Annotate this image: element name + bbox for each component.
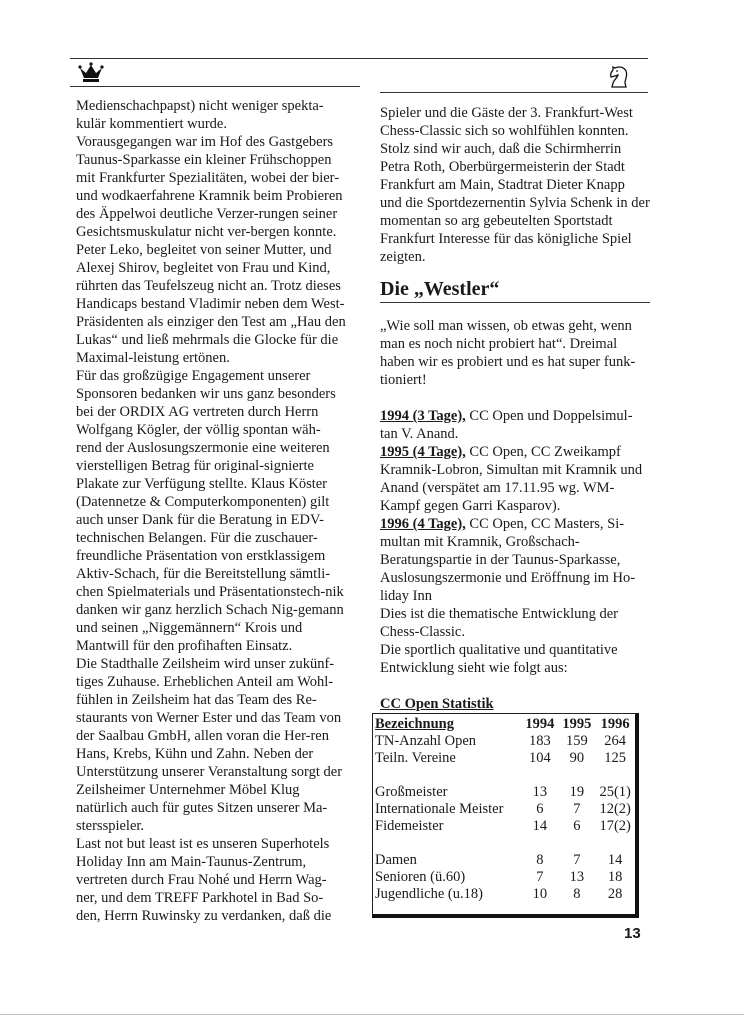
footer-rule <box>0 1014 744 1015</box>
paragraph: Last not but least ist es unseren Superhotels Holiday Inn am Main-Taunus-Zentrum, vertreten durch Frau Nohé und Herrn Wag-ner, und dem TREFF Parkhotel in Bad So-den, Herrn Ruwinsky zu verdanken, daß die <box>76 836 332 924</box>
table-row <box>373 852 635 869</box>
year-text: CC Open, CC Masters, Si-multan mit Kramnik, Großschach-Beratungspartie in der Taunus-Sparkasse, Auslosungszermonie und Eröffnung im Ho-liday Inn <box>380 516 636 604</box>
header-rule <box>70 58 648 59</box>
table-row <box>373 818 635 835</box>
table-row <box>373 750 635 767</box>
header-rule-left <box>70 86 360 87</box>
paragraph: Vorausgegangen war im Hof des Gastgebers Taunus-Sparkasse ein kleiner Frühschoppen mit Frankfurter Spezialitäten, wobei der bier- und wodkaerfahrene Kramnik beim Probieren des Äppelwoi deutliche Verzer-rungen seiner Gesichtsmuskulatur nicht ver-bergen konnte. Peter Leko, begleitet von seiner Mutter, und Alexej Shirov, begleitet von Frau und Kind, rührten das Teufelszeug nicht an. Trotz dieses Handicaps bestand Vladimir neben dem West-Präsidenten als einziger den Test am „Hau den Lukas“ und ließ mehrmals die Glocke für die Maximal-leistung ertönen. <box>76 134 346 366</box>
crown-icon <box>78 62 104 84</box>
cell: 19 <box>569 784 585 800</box>
row-label: Internationale Meister <box>375 801 504 817</box>
year-text: CC Open, CC Zweikampf Kramnik-Lobron, Simultan mit Kramnik und Anand (verspätet am 17.11.95 wg. WM-Kampf gegen Garri Kasparov). <box>380 444 643 514</box>
row-label: Senioren (ü.60) <box>375 869 466 885</box>
year-label: 1996 (4 Tage), <box>380 516 466 532</box>
stats-table-box <box>372 713 639 918</box>
paragraph: Die sportlich qualitative und quantitative Entwicklung sieht wie folgt aus: <box>380 642 618 676</box>
cell: 13 <box>569 869 585 885</box>
paragraph: Medienschachpapst) nicht weniger spekta-kulär kommentiert wurde. <box>76 98 324 132</box>
cell: 17(2) <box>599 818 631 834</box>
cell: 14 <box>607 852 623 868</box>
cell: 10 <box>532 886 548 902</box>
column-header: 1996 <box>600 716 630 732</box>
column-header: 1994 <box>525 716 555 732</box>
cell: 159 <box>565 733 588 749</box>
row-label: Damen <box>375 852 417 868</box>
year-entry <box>380 515 650 605</box>
paragraph: Dies ist die thematische Entwicklung der Chess-Classic. <box>380 606 618 640</box>
table-spacer <box>373 835 635 852</box>
quote: „Wie soll man wissen, ob etwas geht, wenn man es noch nicht probiert hat“. Dreimal haben wir es probiert und es hat super funk-tioniert! <box>380 318 636 388</box>
cell: 8 <box>573 886 581 902</box>
cell: 18 <box>607 869 623 885</box>
right-column <box>380 104 650 713</box>
table-spacer <box>373 767 635 784</box>
year-text: CC Open und Doppelsimul-tan V. Anand. <box>380 408 633 442</box>
row-label: Jugendliche (u.18) <box>375 886 483 902</box>
paragraph: Die Stadthalle Zeilsheim wird unser zukünf-tiges Zuhause. Erheblichen Anteil am Wohl-fühlen in Zeilsheim hat das Team des Re-staurants von Werner Ester und das Team von der Saalbau GmbH, allen voran die Her-ren Hans, Krebs, Kühn und Zahn. Neben der Unterstützung unserer Veranstaltung sorgt der Zeilsheimer Unternehmer Möbel Klug natürlich auch für gutes Sitzen unserer Ma-stersspieler. <box>76 656 343 834</box>
cell: 6 <box>573 818 581 834</box>
table-row <box>373 801 635 818</box>
row-label: TN-Anzahl Open <box>375 733 477 749</box>
paragraph: Für das großzügige Engagement unserer Sponsoren bedanken wir uns ganz besonders bei der ORDIX AG vertreten durch Herrn Wolfgang Kögler, der völlig spontan wäh-rend der Auslosungszermonie eine weiteren vierstelligen Betrag für original-signierte Plakate zur Verfügung stellte. Klaus Köster (Datennetze & Computerkomponenten) gilt auch unser Dank für die Beratung in EDV-technischen Belangen. Für die zuschauer-freundliche Präsentation von erstklassigem Aktiv-Schach, für die Bereitstellung sämtli-chen Spielmaterials und Präsentationstech-nik danken wir ganz herzlich Schach Nig-gemann und seinen „Niggemännern“ Krois und Mantwill für den profihaften Einsatz. <box>76 368 344 654</box>
cell: 264 <box>604 733 627 749</box>
cell: 25(1) <box>599 784 631 800</box>
section-heading: Die „Westler“ <box>380 280 650 303</box>
header-rule-right <box>380 92 648 93</box>
cell: 90 <box>569 750 585 766</box>
cell: 14 <box>532 818 548 834</box>
row-label: Teiln. Vereine <box>375 750 456 766</box>
year-label: 1995 (4 Tage), <box>380 444 466 460</box>
cell: 183 <box>528 733 551 749</box>
row-label: Großmeister <box>375 784 448 800</box>
table-row <box>373 886 635 903</box>
cell: 7 <box>573 801 581 817</box>
cell: 13 <box>532 784 548 800</box>
column-header: Bezeichnung <box>375 716 454 732</box>
table-row <box>373 784 635 801</box>
paragraph: Spieler und die Gäste der 3. Frankfurt-West Chess-Classic sich so wohlfühlen konnten. Stolz sind wir auch, daß die Schirmherrin Petra Roth, Oberbürgermeisterin der Stadt Frankfurt am Main, Stadtrat Dieter Knapp und die Sportdezernentin Sylvia Schenk in der momentan so arg gebeutelten Sportstadt Frankfurt Interesse für das königliche Spiel zeigten. <box>380 105 650 265</box>
cell: 8 <box>536 852 544 868</box>
row-label: Fidemeister <box>375 818 444 834</box>
year-entry <box>380 443 650 515</box>
stats-table <box>373 716 635 903</box>
cell: 104 <box>528 750 551 766</box>
column-header: 1995 <box>562 716 592 732</box>
cell: 125 <box>604 750 627 766</box>
table-row <box>373 733 635 750</box>
year-label: 1994 (3 Tage), <box>380 408 466 424</box>
year-entry <box>380 407 650 443</box>
cell: 28 <box>607 886 623 902</box>
table-header-row <box>373 716 635 733</box>
cell: 6 <box>536 801 544 817</box>
cell: 7 <box>536 869 544 885</box>
table-row <box>373 869 635 886</box>
stats-heading: CC Open Statistik <box>380 696 494 712</box>
page-number: 13 <box>624 925 641 942</box>
left-column <box>76 97 346 925</box>
cell: 7 <box>573 852 581 868</box>
cell: 12(2) <box>599 801 631 817</box>
knight-icon <box>606 64 632 90</box>
